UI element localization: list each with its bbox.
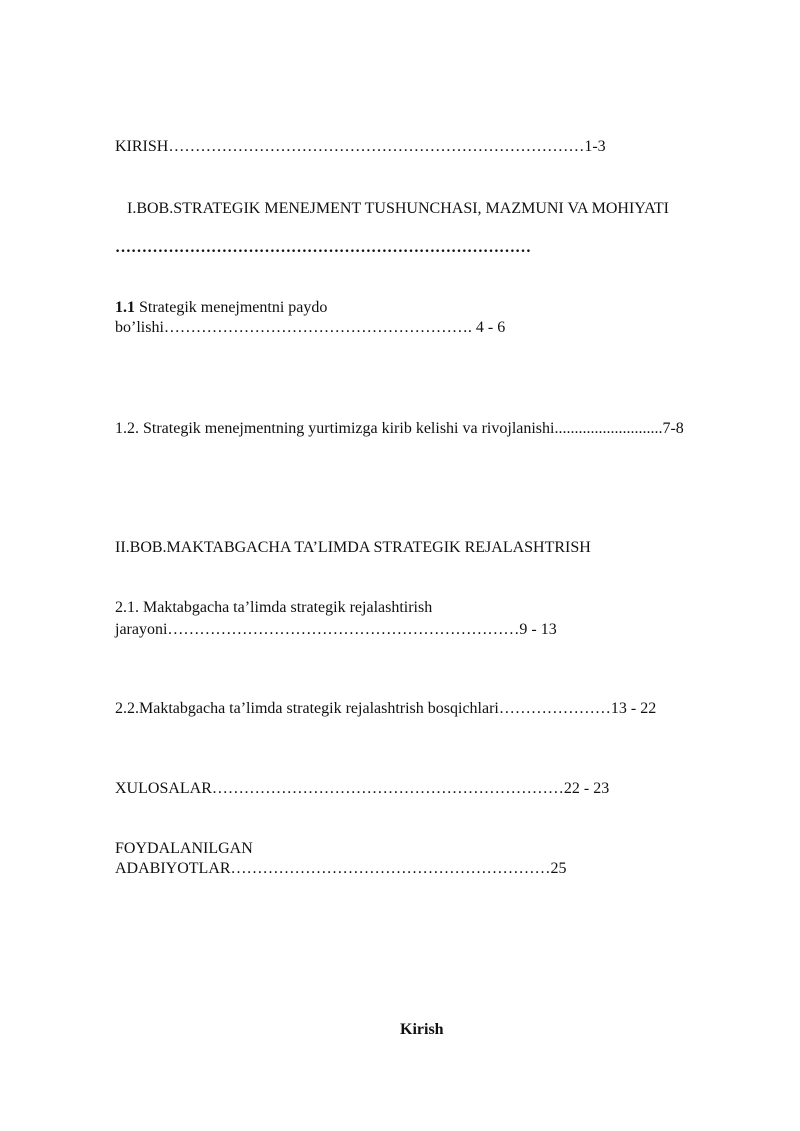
toc-chapter2-title: II.BOB.MAKTABGACHA TA’LIMDA STRATEGIK REJALASHTRISH	[115, 539, 591, 556]
toc-entry-xulosalar: XULOSALAR…………………………………………………………22 - 23	[115, 780, 610, 797]
toc-entry-adabiyotlar: ADABIYOTLAR……………………………………………………25	[115, 860, 567, 877]
toc-entry-2-1: 2.1. Maktabgacha ta’limda strategik rejalashtirish	[115, 599, 433, 616]
toc-entry-foydalanilgan: FOYDALANILGAN	[115, 840, 253, 857]
toc-entry-1-1-text: Strategik menejmentni paydo	[135, 299, 328, 316]
toc-entry-1-1-number: 1.1	[115, 299, 135, 316]
toc-entry-1-1-page: bo’lishi…………………………………………………. 4 - 6	[115, 319, 506, 336]
toc-entry-2-1-page: jarayoni…………………………………………………………9 - 13	[115, 621, 557, 638]
toc-chapter1-dots: ……………………………………………………………………	[115, 239, 531, 256]
toc-entry-2-2: 2.2.Maktabgacha ta’limda strategik rejalashtrish bosqichlari…………………13 - 22	[115, 700, 657, 717]
section-heading-kirish: Kirish	[400, 1021, 444, 1038]
toc-entry-1-1	[115, 298, 327, 318]
toc-entry-kirish: KIRISH……………………………………………………………………1-3	[115, 138, 606, 155]
toc-chapter1-title: I.BOB.STRATEGIK MENEJMENT TUSHUNCHASI, MAZMUNI VA MOHIYATI	[127, 200, 669, 217]
toc-entry-1-2: 1.2. Strategik menejmentning yurtimizga kirib kelishi va rivojlanishi...........................7-8	[115, 420, 684, 437]
